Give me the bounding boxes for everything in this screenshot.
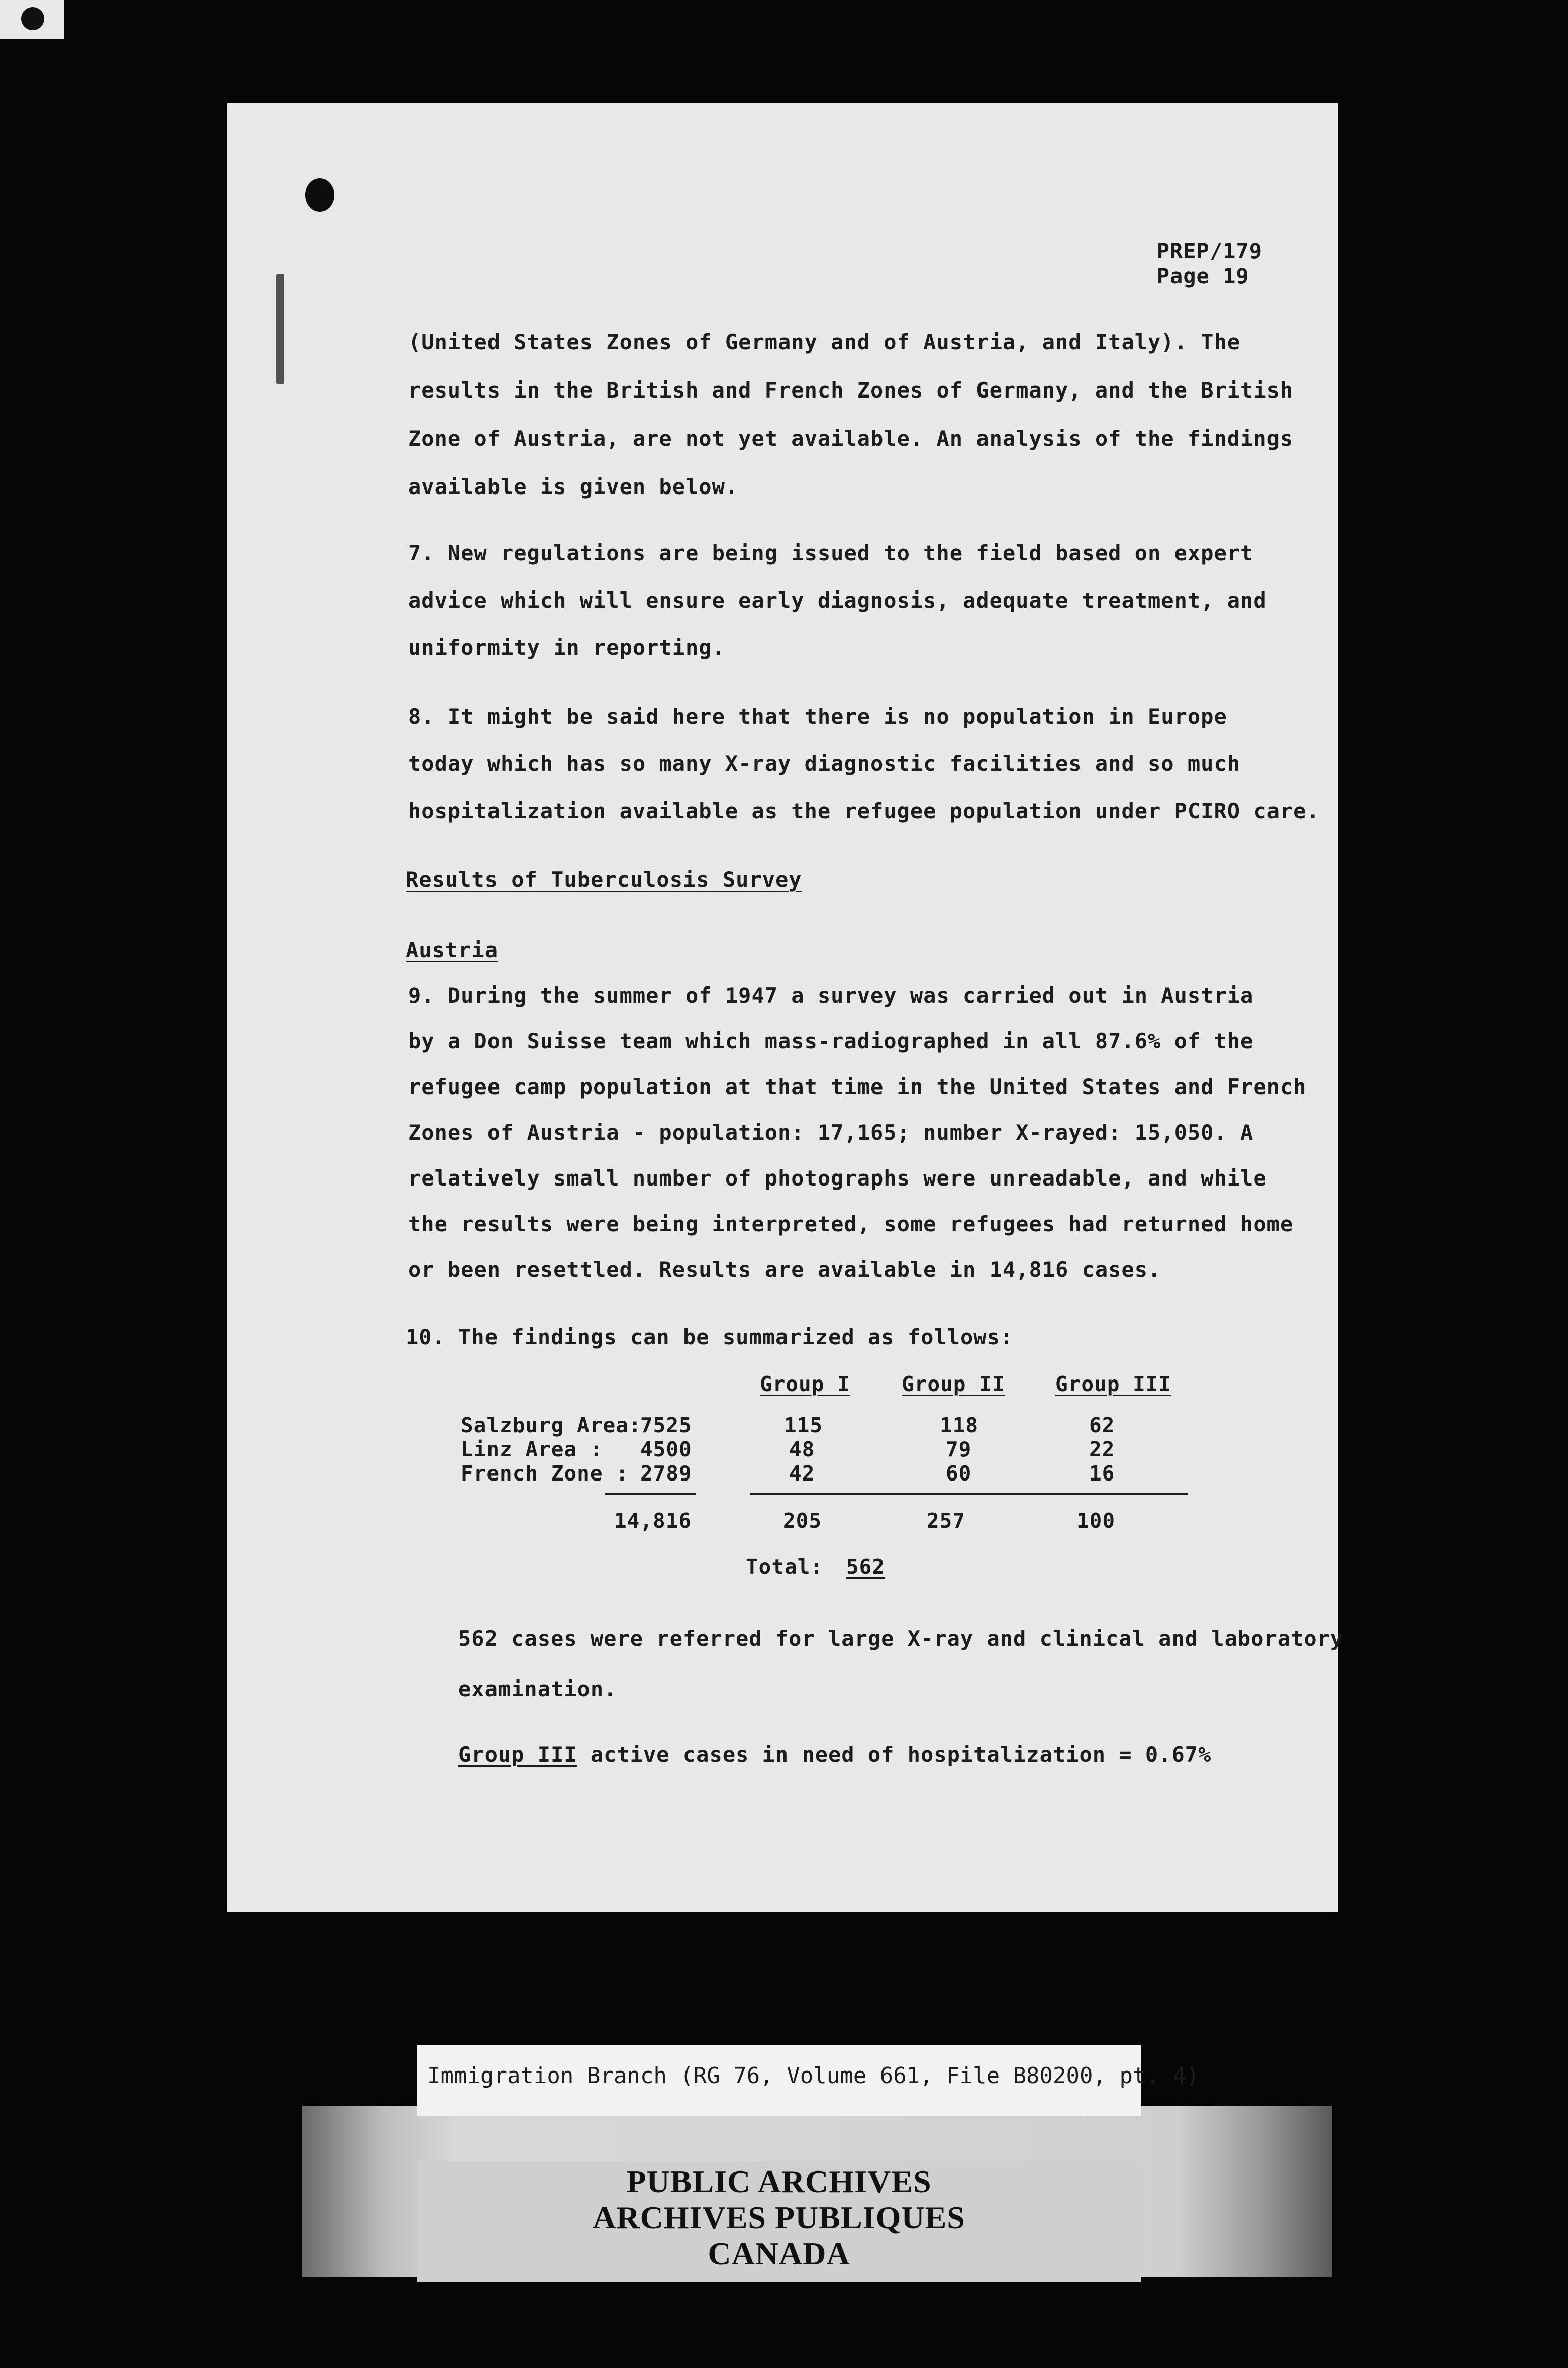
text-line: relatively small number of photographs were unreadable, and while [408,1166,1267,1191]
text-line: or been resettled. Results are available in 14,816 cases. [408,1257,1161,1282]
film-hole [21,7,44,30]
text-span: active cases in need of hospitalization = 0.67% [577,1742,1212,1767]
table-row-count: 2789 [640,1461,692,1486]
table-header-group-3: Group III [1055,1372,1172,1396]
text-line: 7. New regulations are being issued to the field based on expert [408,541,1254,565]
archive-label [417,2045,1200,2116]
stamp-line: CANADA [708,2236,850,2272]
text-line: hospitalization available as the refugee population under PCIRO care. [408,799,1320,823]
table-cell: 115 [784,1413,823,1437]
table-total-cell: 205 [783,1509,822,1533]
text-line: refugee camp population at that time in the United States and French [408,1074,1307,1099]
table-cell: 16 [1089,1461,1115,1486]
page-header [1157,239,1262,289]
table-total-cell: 257 [927,1509,966,1533]
table-cell: 42 [789,1461,815,1486]
table-row-label: Salzburg Area: [461,1413,642,1437]
archives-stamp [417,2161,1141,2282]
total-rule [605,1493,696,1495]
text-line: 8. It might be said here that there is no population in Europe [408,704,1227,729]
text-line: uniformity in reporting. [408,635,725,660]
table-cell: 62 [1089,1413,1115,1437]
table-row-count: 4500 [640,1437,692,1461]
table-cell: 22 [1089,1437,1115,1461]
grand-total-label: Total: [746,1555,824,1579]
table-row-count: 7525 [640,1413,692,1437]
text-line: (United States Zones of Germany and of Austria, and Italy). The [408,330,1241,354]
table-header-group-1: Group I [760,1372,850,1396]
table-cell: 60 [946,1461,972,1486]
group-label: Group III [458,1742,577,1767]
text-line: available is given below. [408,474,739,499]
text-line: Zone of Austria, are not yet available. An analysis of the findings [408,426,1294,451]
table-header-group-2: Group II [902,1372,1005,1396]
table-total-count: 14,816 [614,1509,692,1533]
grand-total-value: 562 [846,1555,886,1579]
table-cell: 79 [946,1437,972,1461]
staple-mark [276,274,284,384]
text-line: the results were being interpreted, some refugees had returned home [408,1212,1294,1236]
text-line: by a Don Suisse team which mass-radiographed in all 87.6% of the [408,1029,1254,1053]
text-line: results in the British and French Zones of Germany, and the British [408,378,1294,403]
table-row-label: French Zone : [461,1461,629,1486]
table-cell: 48 [789,1437,815,1461]
stamp-line: PUBLIC ARCHIVES [626,2163,932,2199]
text-line: examination. [458,1676,617,1701]
table-total-cell: 100 [1076,1509,1116,1533]
punch-hole [305,178,334,212]
section-title: Results of Tuberculosis Survey [406,867,802,892]
table-row-label: Linz Area : [461,1437,603,1461]
page-number: Page 19 [1156,264,1249,288]
archive-label-text: Immigration Branch (RG 76, Volume 661, File B80200, pt. 4) [427,2063,1200,2089]
text-line: 562 cases were referred for large X-ray and clinical and laboratory [458,1626,1344,1651]
stamp-line: ARCHIVES PUBLIQUES [593,2200,965,2235]
text-line: today which has so many X-ray diagnostic facilities and so much [408,751,1241,776]
text-line [458,1744,1211,1765]
table-cell: 118 [940,1413,979,1437]
text-line: 9. During the summer of 1947 a survey was carried out in Austria [408,983,1254,1008]
text-line: advice which will ensure early diagnosis, adequate treatment, and [408,588,1267,613]
document-reference: PREP/179 [1156,239,1262,263]
paragraph-10: 10. The findings can be summarized as follows: [406,1325,1014,1349]
total-rule [750,1493,1188,1495]
subsection-title: Austria [406,938,499,962]
document-page [227,103,1344,1912]
text-line: Zones of Austria - population: 17,165; number X-rayed: 15,050. A [408,1120,1254,1145]
